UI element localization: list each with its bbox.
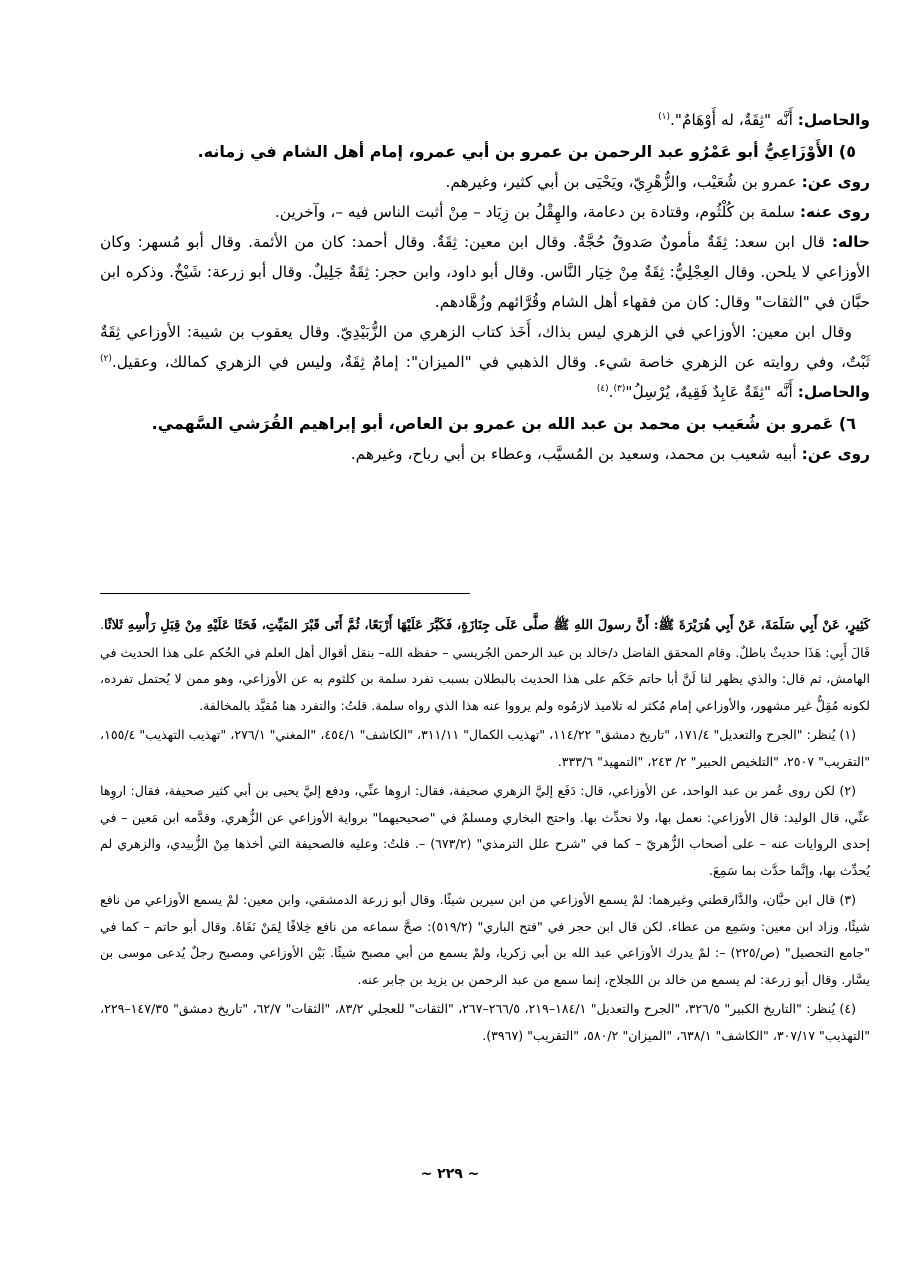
main-text: [100, 105, 870, 469]
narrated-from-text-6: أبيه شعيب بن محمد، وسعيد بن المُسيَّب، وعطاء بن أبي رباح، وغيرهم.: [350, 445, 802, 463]
footnote-4: (٤) يُنظر: "التاريخ الكبير" ٣٢٦/٥، "الجرح والتعديل" ١٨٤/١–٢١٩، ٢٦٦/٥–٢٦٧، "الثقات" للعجلي ٨٣/٢، "الثقات" ٦٢/٧، "تاريخ دمشق" ١٤٧/٣٥–٢٢٩، "التهذيب" ٣٠٧/١٧، "الكاشف" ٦٣٨/١، "الميزان" ٥٨٠/٢، "التقريب" (٣٩٦٧).: [100, 1001, 870, 1043]
label-rawa-anhu: روى عنه:: [799, 203, 870, 221]
page-number: ~ ٢٢٩ ~: [420, 1166, 480, 1182]
narrator-heading-6: ٦) عَمرو بن شُعَيب بن محمد بن عبد الله بن عمرو بن العاص، أبو إبراهيم القُرَشي السَّهمي.: [151, 414, 856, 433]
footnote-1: (١) يُنظر: "الجرح والتعديل" ١٧١/٤، "تاريخ دمشق" ١١٤/٢٢، "تهذيب الكمال" ٣١١/١١، "الكاشف" ٤٥٤/١، "المغني" ٢٧٦/١، "تهذيب التهذيب" ١٥٥/٤، "التقريب" ٢٥٠٧، "التلخيص الحبير" ٢/ ٢٤٣، "التمهيد" ٣٣٣/٦.: [100, 727, 870, 769]
label-haluhu: حاله:: [831, 233, 870, 251]
footnote-ref-1[interactable]: (١): [658, 111, 671, 122]
footnote-separator: [100, 593, 470, 594]
ibn-maeen-text: وقال ابن معين: الأوزاعي في الزهري ليس بذاك، أَخَذ كتاب الزهري من الزُّبَيْدِيّ. وقال يعقوب بن شيبة: الأوزاعي ثِقَةٌ ثَبْتٌ، وفي روايته عن الزهري خاصة شيء. وقال الذهبي في "الميزان": إمامٌ ثِقَةٌ، وليس في الزهري كمالك، وعقيل.: [100, 323, 870, 371]
footnote-ref-3[interactable]: (٣): [613, 383, 626, 394]
summary-text: أَنَّه "ثِقَةٌ، له أَوْهَامٌ".: [670, 111, 798, 129]
footnote-continued-text: . قَالَ أَبِي: هَذَا حديثٌ باطلٌ. وقام المحقق الفاضل د/خالد بن عبد الرحمن الجُريسي – حفظه الله– بنقل أقوال أهل العلم في الحُكم على هذا الحديث في الهامش، ثم قال: والذي يظهر لنا لَنَّ أبا حاتم حَكَم على هذا الحديث بالبطلان بسبب تفرد سلمة بن كلثوم به عن الأوزاعي، وهو ممن لا يُحتمل تفرده، لكونه مُقِلٌّ غير مشهور، والأوزاعي إمام مُكثر له تلاميذ لازمُوه ولم يرووا عنه هذا الذي رواه سلمة. قلتُ: والتفرد هنا مُقيَّد بالمخالفة.: [100, 617, 870, 713]
hadith-text: كَثِيرٍ، عَنْ أَبِي سَلَمَةَ، عَنْ أَبِي هُرَيْرَةَ ﷺ: أَنَّ رسولَ اللهِ ﷺ صلَّى عَلَى جِنَازَةٍ، فَكَبَّرَ عَلَيْهَا أَرْبَعًا، ثُمَّ أَتَى قَبْرَ المَيِّتِ، فَحَثَا عَلَيْهِ مِنْ قِبَلِ رَأْسِهِ ثَلاثًا: [104, 618, 870, 633]
status-text: قال ابن سعد: ثِقَةٌ مأمونٌ صَدوقٌ حُجَّةٌ. وقال ابن معين: ثِقَةٌ. وقال أحمد: كان من الأئمة. وقال أبو مُسهر: وكان الأوزاعي لا يلحن. وقال العِجْلِيُّ: ثِقَةٌ مِنْ خِيَار النَّاس. وقال أبو داود، وابن حجر: ثِقَةٌ جَلِيلٌ. وقال أبو زرعة: شَيْخٌ. وذكره ابن حبَّان في "الثقات" وقال: كان من فقهاء أهل الشام وقُرَّائهم وزُهَّادهم.: [100, 233, 870, 311]
narrated-by-text: سلمة بن كُلْثُوم، وقتادة بن دعامة، والهِقْلُ بن زِيَاد – مِنْ أثبت الناس فيه –، وآخرين.: [274, 203, 800, 221]
footnote-continued: [100, 612, 870, 719]
footnote-ref-4[interactable]: (٤): [596, 383, 609, 394]
footnotes: [100, 612, 870, 1052]
narrated-from-5: [100, 167, 870, 197]
narrator-heading-5: ٥) الأَوْزَاعِيُّ أبو عَمْرُو عبد الرحمن بن عمرو بن أبي عمرو، إمام أهل الشام في زمانه.: [197, 142, 856, 161]
label-hasil: والحاصل:: [797, 111, 870, 129]
label-rawa-an: روى عن:: [801, 173, 870, 191]
status-paragraph: [100, 227, 870, 317]
summary-text-2: أَنَّه "ثِقَةٌ عَابِدٌ فَقِيهٌ، يُرْسِلُ": [625, 383, 798, 401]
narrated-by-5: [100, 197, 870, 227]
footnote-2: (٢) لكن روى عُمر بن عبد الواحد، عن الأوزاعي، قال: دَفَع إليَّ الزهري صحيفة، فقال: اروِها عنِّي، ودفع إليَّ يحيى بن أبي كثير صحيفة، فقال: اروِها عنِّي، قال الوليد: قال الأوزاعي: نعمل بها، ولا نحدِّث بها. واحتج البخاري ومسلمٌ في "صحيحيهما" برواية الأوزاعي عن الزُّهري. وقدَّمه ابن مَعين – في إحدى الروايات عنه – على أصحاب الزُّهريّ – كما في "شرح علل الترمذي" (٦٧٣/٢) –. قلتُ: وعليه فالصحيفة التي أخذها مِنْ الزُّبيدي، والزهري لم يُحدِّث بها، وإنَّما حدَّث بما سَمِعَ.: [100, 783, 870, 878]
ibn-maeen-paragraph: وقال ابن معين: الأوزاعي في الزهري ليس بذاك، أَخَذ كتاب الزهري من الزُّبَيْدِيّ. وقال يعقوب بن شيبة: الأوزاعي ثِقَةٌ ثَبْتٌ، وفي روايته عن الزهري خاصة شيء. وقال الذهبي في "الميزان": إمامٌ ثِقَةٌ، وليس في الزهري كمالك، وعقيل.$^{(٢)}$ والحاصل: أَنَّه "ثِقَةٌ عَابِدٌ فَقِيهٌ، يُرْسِلُ"$^{(٣)}$.$^{(٤)}$: [100, 323, 870, 401]
narrated-from-text: عمرو بن شُعَيْب، والزُّهْرِيّ، ويَحْيَى بن أبي كثير، وغيرهم.: [445, 173, 802, 191]
footnote-3: (٣) قال ابن حبَّان، والدَّارقطني وغيرهما: لمْ يسمع الأوزاعي من ابن سيرين شيئًا. وقال أبو زرعة الدمشقي، وابن معين: لمْ يسمع الأوزاعي من نافع شيئًا، وزاد ابن معين: وسَمِع من عطاء. لكن قال ابن حجر في "فتح الباري" (٥١٩/٢): صحَّ سماعه من نافع خِلافًا لِمَنْ نَفَاهُ. وقال أبو حاتم – كما في "جامع التحصيل" (ص/٢٢٥) –: لمْ يدرك الأوزاعي عبد الله بن أبي زكريا، ولمْ يسمع من أبي مصبح شيئًا. بَيْن الأوزاعي ومصبح رجلٌ يُدعى موسى بن يسَّار. وقال أبو زرعة: لم يسمع من خالد بن اللجلاج، إنما سمع من عبد الرحمن بن يزيد بن جابر عنه.: [100, 892, 870, 987]
narrated-from-6: [100, 439, 870, 469]
footnote-ref-2[interactable]: (٢): [100, 353, 112, 364]
label-rawa-an-6: روى عن:: [801, 445, 870, 463]
label-hasil-2: والحاصل:: [797, 383, 870, 401]
summary-line-5: [100, 105, 870, 135]
